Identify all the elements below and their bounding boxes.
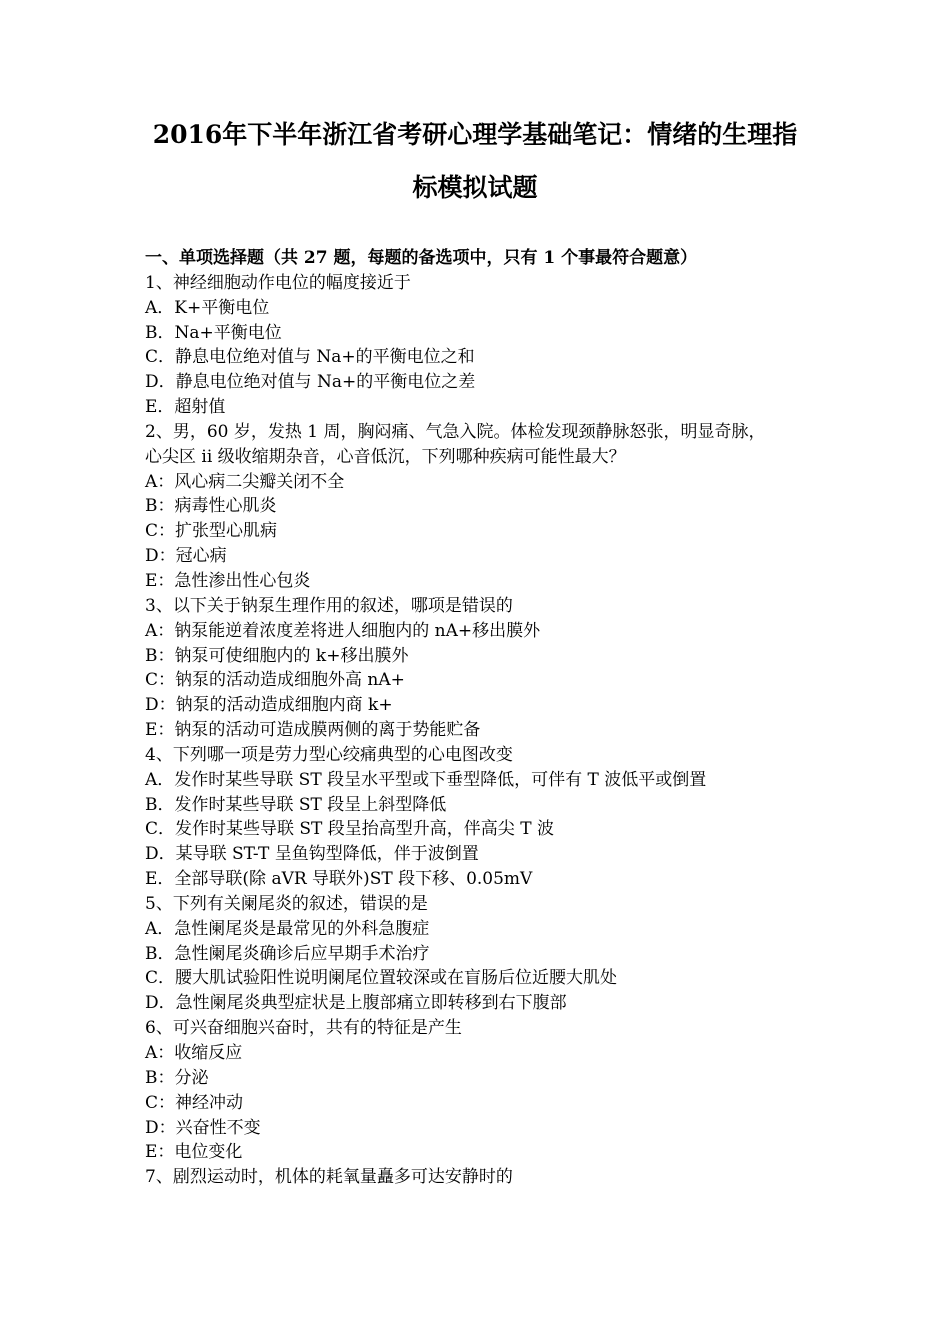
question-1-option-c: C．静息电位绝对值与 Na+的平衡电位之和 [145, 347, 475, 368]
question-5-stem: 5、下列有关阑尾炎的叙述，错误的是 [145, 893, 428, 914]
question-4-option-b: B．发作时某些导联 ST 段呈上斜型降低 [145, 794, 447, 815]
document-title-line-2: 标模拟试题 [412, 173, 538, 202]
question-4-option-d: D．某导联 ST-T 呈鱼钩型降低，伴于波倒置 [145, 844, 479, 865]
question-4-option-c: C．发作时某些导联 ST 段呈抬高型升高，伴高尖 T 波 [145, 819, 554, 840]
question-1-stem: 1、神经细胞动作电位的幅度接近于 [145, 272, 411, 293]
question-7-stem: 7、剧烈运动时，机体的耗氧量矗多可达安静时的 [145, 1167, 513, 1188]
document-body [145, 246, 825, 1190]
question-5-option-d: D．急性阑尾炎典型症状是上腹部痛立即转移到右下腹部 [145, 993, 567, 1014]
question-1-option-a: A．K+平衡电位 [145, 297, 270, 318]
question-6-stem: 6、可兴奋细胞兴奋时，共有的特征是产生 [145, 1018, 462, 1039]
question-2-option-c: C：扩张型心肌病 [145, 521, 278, 542]
question-2-option-e: E：急性渗出性心包炎 [145, 570, 311, 591]
question-2-option-a: A：风心病二尖瓣关闭不全 [145, 471, 345, 492]
question-6-option-b: B：分泌 [145, 1067, 209, 1088]
question-2-option-b: B：病毒性心肌炎 [145, 496, 277, 517]
document-title-line-1: 2016年下半年浙江省考研心理学基础笔记：情绪的生理指 [152, 120, 798, 149]
question-3-stem: 3、以下关于钠泵生理作用的叙述，哪项是错误的 [145, 595, 513, 616]
question-4-option-a: A．发作时某些导联 ST 段呈水平型或下垂型降低，可伴有 T 波低平或倒置 [145, 769, 707, 790]
question-3-option-e: E：钠泵的活动可造成膜两侧的离于势能贮备 [145, 720, 481, 741]
question-6-option-a: A：收缩反应 [145, 1043, 243, 1063]
question-6-option-e: E：电位变化 [145, 1142, 243, 1163]
question-2-option-d: D：冠心病 [145, 546, 227, 567]
question-6-option-d: D：兴奋性不变 [145, 1117, 261, 1138]
question-5-option-a: A．急性阑尾炎是最常见的外科急腹症 [145, 918, 430, 939]
question-2-stem-line-2: 心尖区 ii 级收缩期杂音，心音低沉，下列哪种疾病可能性最大？ [145, 446, 626, 467]
question-3-option-b: B：钠泵可使细胞内的 k+移出膜外 [145, 645, 409, 666]
question-5-option-c: C．腰大肌试验阳性说明阑尾位置较深或在盲肠后位近腰大肌处 [145, 968, 618, 989]
question-5-option-b: B．急性阑尾炎确诊后应早期手术治疗 [145, 943, 430, 964]
question-2-stem-line-1: 2、男，60 岁，发热 1 周，胸闷痛、气急入院。体检发现颈静脉怒张，明显奇脉， [145, 421, 766, 442]
question-4-option-e: E．全部导联(除 aVR 导联外)ST 段下移、0.05mV [145, 869, 533, 890]
question-4-stem: 4、下列哪一项是劳力型心绞痛典型的心电图改变 [145, 744, 513, 765]
question-1-option-e: E．超射值 [145, 397, 226, 418]
question-3-option-d: D：钠泵的活动造成细胞内商 k+ [145, 695, 393, 716]
question-1-option-d: D．静息电位绝对值与 Na+的平衡电位之差 [145, 372, 476, 393]
question-1-option-b: B．Na+平衡电位 [145, 322, 282, 343]
question-3-option-a: A：钠泵能逆着浓度差将进人细胞内的 nA+移出膜外 [145, 620, 541, 641]
question-3-option-c: C：钠泵的活动造成细胞外高 nA+ [145, 670, 405, 691]
question-6-option-c: C：神经冲动 [145, 1092, 244, 1113]
section-heading: 一、单项选择题（共 27 题，每题的备选项中，只有 1 个事最符合题意） [145, 248, 698, 268]
